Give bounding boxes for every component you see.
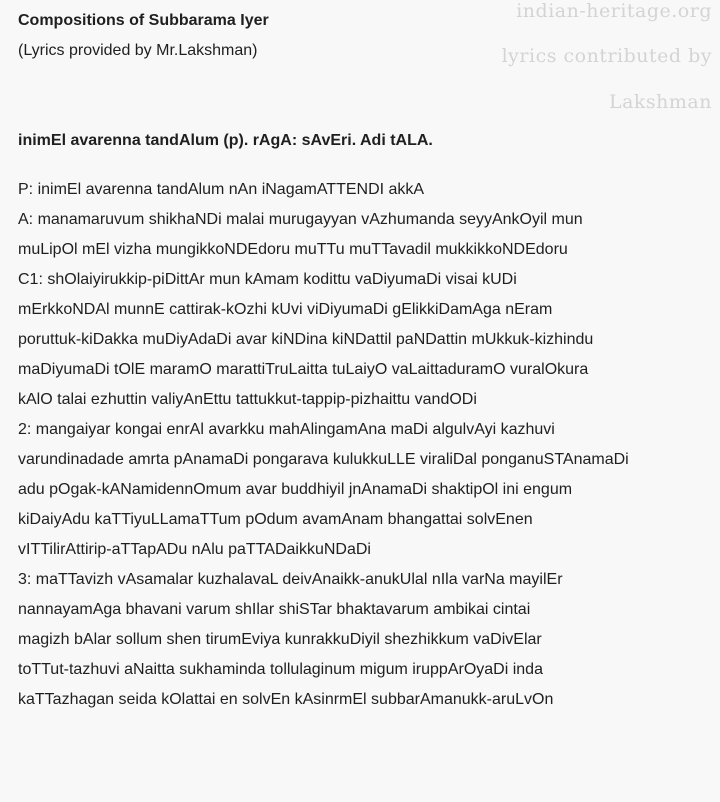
watermark-contributor-name: Lakshman: [608, 91, 712, 113]
lyric-line: A: manamaruvum shikhaNDi malai murugayyan vAzhumanda seyyAnkOyil mun: [18, 211, 583, 228]
lyric-line: vITTilirAttirip-aTTapADu nAlu paTTADaikkuNDaDi: [18, 541, 371, 558]
lyric-line: kiDaiyAdu kaTTiyuLLamaTTum pOdum avamAnam bhangattai solvEnen: [18, 511, 533, 528]
lyric-line: varundinadade amrta pAnamaDi pongarava kulukkuLLE viraliDal ponganuSTAnamaDi: [18, 451, 629, 468]
lyric-line: maDiyumaDi tOlE maramO marattiTruLaitta tuLaiyO vaLaittaduramO vuralOkura: [18, 361, 589, 378]
lyric-line: kaTTazhagan seida kOlattai en solvEn kAsinrmEl subbarAmanukk-aruLvOn: [18, 691, 554, 708]
lyric-line: adu pOgak-kANamidennOmum avar buddhiyil jnAnamaDi shaktipOl ini engum: [18, 481, 573, 498]
lyric-line: 2: mangaiyar kongai enrAl avarkku mahAlingamAna maDi algulvAyi kazhuvi: [18, 421, 555, 438]
watermark-contributed-by: lyrics contributed by: [501, 45, 712, 67]
watermark-site: indian-heritage.org: [516, 0, 712, 22]
lyric-line: toTTut-tazhuvi aNaitta sukhaminda tollulaginum migum iruppArOyaDi inda: [18, 661, 543, 678]
page-content: [18, 10, 714, 715]
lyric-line: poruttuk-kiDakka muDiyAdaDi avar kiNDina kiNDattil paNDattin mUkkuk-kizhindu: [18, 331, 594, 348]
song-heading: inimEl avarenna tandAlum (p). rAgA: sAvEri. Adi tALA.: [18, 132, 433, 149]
lyric-line: kAlO talai ezhuttin valiyAnEttu tattukkut-tappip-pizhaittu vandODi: [18, 391, 477, 408]
lyric-line: P: inimEl avarenna tandAlum nAn iNagamATTENDI akkA: [18, 181, 425, 198]
lyric-line: C1: shOlaiyirukkip-piDittAr mun kAmam kodittu vaDiyumaDi visai kUDi: [18, 271, 517, 288]
page-subtitle: (Lyrics provided by Mr.Lakshman): [18, 42, 258, 59]
lyric-line: muLipOl mEl vizha mungikkoNDEdoru muTTu muTTavadil mukkikkoNDEdoru: [18, 241, 568, 258]
lyric-line: 3: maTTavizh vAsamalar kuzhalavaL deivAnaikk-anukUlal nIla varNa mayilEr: [18, 571, 563, 588]
lyric-line: mErkkoNDAl munnE cattirak-kOzhi kUvi viDiyumaDi gElikkiDamAga nEram: [18, 301, 553, 318]
page-title: Compositions of Subbarama Iyer: [18, 12, 269, 29]
lyric-line: magizh bAlar sollum shen tirumEviya kunrakkuDiyil shezhikkum vaDivElar: [18, 631, 542, 648]
lyrics-block: [18, 175, 714, 715]
lyric-line: nannayamAga bhavani varum shIlar shiSTar bhaktavarum ambikai cintai: [18, 601, 531, 618]
